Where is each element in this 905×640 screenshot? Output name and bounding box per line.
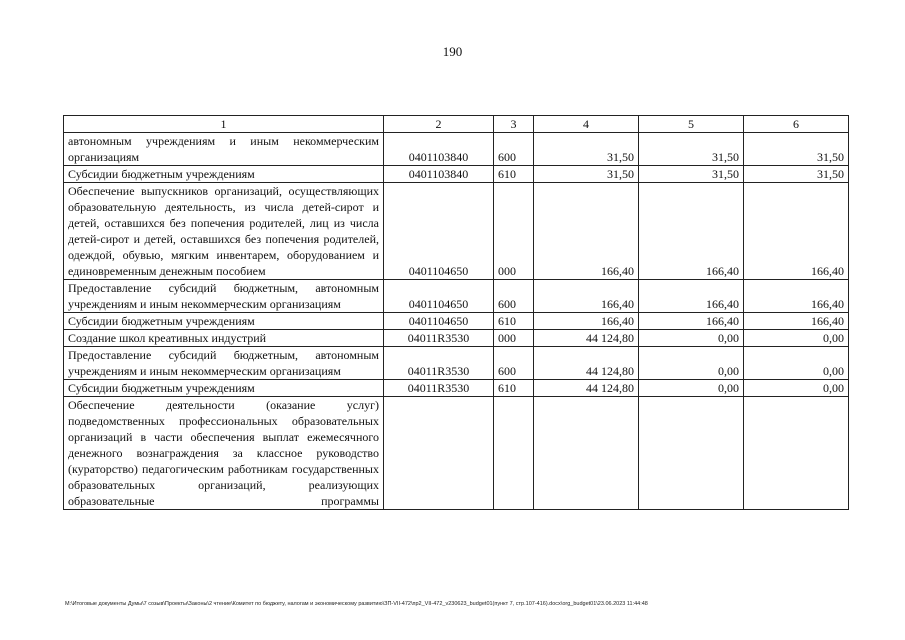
amount-col6: 0,00 [744, 380, 849, 397]
item-name: Обеспечение деятельности (оказание услуг) подведомственных профессиональных образовательных организаций в части обеспечения выплат ежемесячного денежного вознаграждения за классное руководство (кураторство) педагогическим работникам государственных образовательных организаций, реализующих образовательные программы [64, 397, 384, 510]
table-row [64, 183, 849, 280]
column-header: 5 [639, 116, 744, 133]
amount-col4: 166,40 [534, 313, 639, 330]
amount-col6: 166,40 [744, 313, 849, 330]
expense-type-code: 610 [494, 166, 534, 183]
target-code: 0401103840 [384, 133, 494, 166]
amount-col5: 0,00 [639, 380, 744, 397]
item-name: Субсидии бюджетным учреждениям [64, 313, 384, 330]
amount-col5: 31,50 [639, 133, 744, 166]
amount-col6 [744, 397, 849, 510]
amount-col5: 0,00 [639, 347, 744, 380]
amount-col4: 44 124,80 [534, 347, 639, 380]
column-header: 2 [384, 116, 494, 133]
column-header: 4 [534, 116, 639, 133]
amount-col4: 44 124,80 [534, 330, 639, 347]
amount-col4: 166,40 [534, 183, 639, 280]
table-row [64, 280, 849, 313]
expense-type-code: 000 [494, 183, 534, 280]
expense-type-code: 600 [494, 280, 534, 313]
table-row [64, 133, 849, 166]
amount-col5: 31,50 [639, 166, 744, 183]
document-path-footer: M:\Итоговые документы Думы\7 созыв\Проекты\Законы\2 чтение\Комитет по бюджету, налогам и экономическому развитию\ЗП-VII-472\пр2_VII-472_v230623_budget01(пункт 7, стр.107-416).docx\org_budget01\23.06.2023 11:44:48 [65, 601, 648, 607]
target-code: 0401104650 [384, 183, 494, 280]
table-row [64, 313, 849, 330]
amount-col6: 31,50 [744, 133, 849, 166]
table-row [64, 330, 849, 347]
amount-col5: 166,40 [639, 313, 744, 330]
item-name: автономным учреждениям и иным некоммерческим организациям [64, 133, 384, 166]
item-name: Субсидии бюджетным учреждениям [64, 380, 384, 397]
target-code: 0401103840 [384, 166, 494, 183]
page-number: 190 [442, 44, 463, 59]
table-row [64, 380, 849, 397]
target-code: 0401104650 [384, 313, 494, 330]
item-name: Предоставление субсидий бюджетным, автономным учреждениям и иным некоммерческим организациям [64, 280, 384, 313]
column-header: 6 [744, 116, 849, 133]
budget-table [63, 115, 849, 510]
item-name: Создание школ креативных индустрий [64, 330, 384, 347]
amount-col4: 166,40 [534, 280, 639, 313]
amount-col4: 31,50 [534, 133, 639, 166]
amount-col4: 44 124,80 [534, 380, 639, 397]
column-header: 3 [494, 116, 534, 133]
target-code [384, 397, 494, 510]
target-code: 0401104650 [384, 280, 494, 313]
table-header-row [64, 116, 849, 133]
amount-col6: 0,00 [744, 330, 849, 347]
amount-col6: 166,40 [744, 280, 849, 313]
target-code: 04011R3530 [384, 347, 494, 380]
amount-col5: 166,40 [639, 280, 744, 313]
expense-type-code: 610 [494, 380, 534, 397]
amount-col6: 0,00 [744, 347, 849, 380]
target-code: 04011R3530 [384, 380, 494, 397]
amount-col5 [639, 397, 744, 510]
table-row [64, 166, 849, 183]
amount-col4: 31,50 [534, 166, 639, 183]
expense-type-code: 600 [494, 133, 534, 166]
table-row [64, 397, 849, 510]
amount-col6: 166,40 [744, 183, 849, 280]
amount-col5: 166,40 [639, 183, 744, 280]
amount-col5: 0,00 [639, 330, 744, 347]
item-name: Субсидии бюджетным учреждениям [64, 166, 384, 183]
item-name: Обеспечение выпускников организаций, осуществляющих образовательную деятельность, из числа детей-сирот и детей, оставшихся без попечения родителей, лиц из числа детей-сирот и детей, оставшихся без попечения родителей, одеждой, обувью, мягким инвентарем, оборудованием и единовременным денежным пособием [64, 183, 384, 280]
target-code: 04011R3530 [384, 330, 494, 347]
table-row [64, 347, 849, 380]
expense-type-code: 610 [494, 313, 534, 330]
expense-type-code: 000 [494, 330, 534, 347]
expense-type-code: 600 [494, 347, 534, 380]
item-name: Предоставление субсидий бюджетным, автономным учреждениям и иным некоммерческим организациям [64, 347, 384, 380]
amount-col4 [534, 397, 639, 510]
amount-col6: 31,50 [744, 166, 849, 183]
column-header: 1 [64, 116, 384, 133]
expense-type-code [494, 397, 534, 510]
